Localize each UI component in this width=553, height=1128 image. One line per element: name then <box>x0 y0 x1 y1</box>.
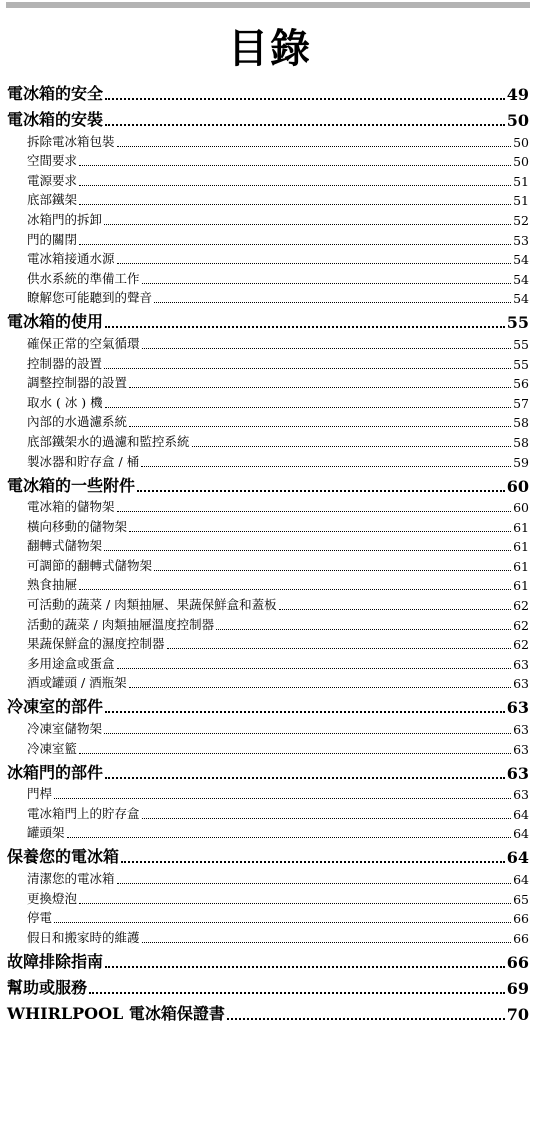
toc-entry-label: 空間要求 <box>27 153 78 169</box>
toc-section-label: 電冰箱的一些附件 <box>7 475 136 495</box>
toc-entry <box>7 332 529 352</box>
toc-entry-label: 底部鐵架水的過濾和監控系統 <box>27 433 190 449</box>
toc-entry <box>7 496 529 516</box>
toc-entry <box>7 535 529 555</box>
toc-entry <box>7 372 529 392</box>
toc-entry-page-number: 64 <box>513 826 529 842</box>
dot-leader <box>105 966 505 968</box>
dot-leader <box>79 589 511 590</box>
dot-leader <box>105 777 505 779</box>
toc-entry <box>7 926 529 946</box>
toc-entry-page-number: 61 <box>513 578 529 594</box>
dot-leader <box>117 668 512 669</box>
toc-entry <box>7 228 529 248</box>
toc-entry <box>7 783 529 803</box>
dot-leader <box>105 326 505 328</box>
toc-entry-page-number: 54 <box>513 291 529 307</box>
toc-entry <box>7 907 529 927</box>
toc-section <box>7 998 529 1024</box>
toc-entry-label: 電冰箱接通水源 <box>27 251 115 267</box>
toc-entry-page-number: 54 <box>513 271 529 287</box>
toc-entry-label: 電冰箱門上的貯存盒 <box>27 805 140 821</box>
toc-entry-page-number: 61 <box>513 539 529 555</box>
toc-entry-label: 取水 ( 冰 ) 機 <box>27 394 103 410</box>
toc-entry-page-number: 56 <box>513 376 529 392</box>
toc-section-page-number: 60 <box>506 476 529 496</box>
toc-entry <box>7 208 529 228</box>
toc-entry-page-number: 63 <box>513 676 529 692</box>
dot-leader <box>79 185 511 186</box>
toc-section <box>7 972 529 998</box>
toc-entry <box>7 593 529 613</box>
toc-entry-page-number: 60 <box>513 500 529 516</box>
toc-entry <box>7 189 529 209</box>
toc-entry-label: 冰箱門的拆卸 <box>27 211 103 227</box>
toc-section-label: 電冰箱的安全 <box>7 84 104 103</box>
toc-section-page-number: 66 <box>506 952 529 972</box>
dot-leader <box>79 165 511 166</box>
toc-entry-label: 拆除電冰箱包裝 <box>27 133 115 149</box>
toc-entry-page-number: 63 <box>513 787 529 803</box>
dot-leader <box>89 992 505 994</box>
toc-entry <box>7 150 529 170</box>
top-rule <box>6 2 530 8</box>
dot-leader <box>105 98 505 100</box>
toc-entry-page-number: 66 <box>513 911 529 927</box>
toc-entry <box>7 652 529 672</box>
dot-leader <box>79 903 511 904</box>
dot-leader <box>105 407 511 408</box>
toc-entry-label: 製冰器和貯存盒 / 桶 <box>27 453 140 469</box>
toc-entry-page-number: 62 <box>513 617 529 633</box>
dot-leader <box>79 204 511 205</box>
toc-entry <box>7 554 529 574</box>
toc-section <box>7 306 529 332</box>
toc-entry <box>7 717 529 737</box>
toc-entry-label: 翻轉式儲物架 <box>27 538 103 554</box>
table-of-contents <box>7 78 529 1024</box>
toc-entry-page-number: 58 <box>513 434 529 450</box>
toc-entry <box>7 352 529 372</box>
dot-leader <box>142 283 512 284</box>
toc-entry-label: 控制器的設置 <box>27 355 103 371</box>
toc-entry-page-number: 53 <box>513 232 529 248</box>
toc-entry-label: 瞭解您可能聽到的聲音 <box>27 290 153 306</box>
toc-entry-label: 門桿 <box>27 786 53 802</box>
toc-entry-page-number: 50 <box>513 134 529 150</box>
toc-section-page-number: 64 <box>506 848 529 868</box>
toc-entry-label: 底部鐵架 <box>27 192 78 208</box>
toc-entry-page-number: 66 <box>513 930 529 946</box>
dot-leader <box>117 511 512 512</box>
toc-entry <box>7 515 529 535</box>
toc-entry-label: 調整控制器的設置 <box>27 375 128 391</box>
toc-section <box>7 946 529 972</box>
dot-leader <box>142 942 512 943</box>
toc-section-page-number: 69 <box>506 978 529 998</box>
toc-section-label: 電冰箱的使用 <box>7 312 104 332</box>
toc-section-label: 保養您的電冰箱 <box>7 847 120 867</box>
dot-leader <box>129 531 511 532</box>
toc-section <box>7 78 529 104</box>
toc-entry <box>7 450 529 470</box>
toc-entry-page-number: 57 <box>513 395 529 411</box>
toc-section-page-number: 63 <box>506 698 529 718</box>
toc-entry <box>7 822 529 842</box>
toc-section-page-number: 55 <box>506 313 529 333</box>
dot-leader <box>121 861 505 863</box>
toc-entry <box>7 802 529 822</box>
dot-leader <box>142 348 512 349</box>
toc-entry <box>7 169 529 189</box>
toc-entry <box>7 267 529 287</box>
toc-entry-label: 確保正常的空氣循環 <box>27 335 140 351</box>
toc-entry <box>7 411 529 431</box>
toc-entry-label: 橫向移動的儲物架 <box>27 518 128 534</box>
toc-entry-label: 冷凍室儲物架 <box>27 721 103 737</box>
dot-leader <box>104 733 511 734</box>
toc-entry <box>7 574 529 594</box>
dot-leader <box>129 426 511 427</box>
toc-entry <box>7 867 529 887</box>
toc-entry-page-number: 63 <box>513 741 529 757</box>
toc-entry-page-number: 50 <box>513 154 529 170</box>
dot-leader <box>129 387 511 388</box>
dot-leader <box>141 466 511 467</box>
toc-entry <box>7 430 529 450</box>
toc-entry-label: 可活動的蔬菜 / 肉類抽屜、果蔬保鮮盒和蓋板 <box>27 597 277 613</box>
toc-section-label: 冷凍室的部件 <box>7 697 104 717</box>
toc-entry-page-number: 54 <box>513 252 529 268</box>
toc-section-page-number: 70 <box>506 1004 529 1024</box>
toc-entry-label: 內部的水過濾系統 <box>27 414 128 430</box>
toc-entry-page-number: 61 <box>513 519 529 535</box>
toc-entry-label: 可調節的翻轉式儲物架 <box>27 557 153 573</box>
toc-entry-page-number: 62 <box>513 598 529 614</box>
dot-leader <box>105 711 505 713</box>
toc-section-label: 故障排除指南 <box>7 951 104 971</box>
toc-entry <box>7 737 529 757</box>
dot-leader <box>79 244 511 245</box>
toc-section <box>7 470 529 496</box>
dot-leader <box>227 1018 505 1020</box>
toc-section-page-number: 50 <box>506 111 529 130</box>
dot-leader <box>104 368 511 369</box>
toc-entry-label: 假日和搬家時的維護 <box>27 929 140 945</box>
page-title: 目錄 <box>228 25 312 72</box>
toc-entry-page-number: 52 <box>513 212 529 228</box>
toc-section <box>7 104 529 130</box>
toc-entry-label: 多用途盒或蛋盒 <box>27 655 115 671</box>
toc-entry-page-number: 55 <box>513 356 529 372</box>
toc-section <box>7 841 529 867</box>
toc-entry <box>7 287 529 307</box>
dot-leader <box>192 446 512 447</box>
dot-leader <box>104 550 511 551</box>
dot-leader <box>54 798 511 799</box>
dot-leader <box>105 124 505 126</box>
toc-entry-label: 電冰箱的儲物架 <box>27 499 115 515</box>
toc-entry-page-number: 65 <box>513 891 529 907</box>
toc-section <box>7 691 529 717</box>
dot-leader <box>79 753 511 754</box>
toc-entry-page-number: 64 <box>513 872 529 887</box>
toc-section-label: 電冰箱的安裝 <box>7 110 104 129</box>
toc-entry-label: 供水系統的準備工作 <box>27 270 140 286</box>
toc-entry-label: 熟食抽屜 <box>27 577 78 593</box>
toc-section-label: WHIRLPOOL 電冰箱保證書 <box>7 1003 225 1023</box>
dot-leader <box>54 922 511 923</box>
toc-entry <box>7 391 529 411</box>
toc-entry-label: 門的關閉 <box>27 231 78 247</box>
dot-leader <box>129 687 511 688</box>
toc-entry <box>7 130 529 150</box>
toc-entry-page-number: 64 <box>513 806 529 822</box>
toc-entry-page-number: 51 <box>513 173 529 189</box>
toc-entry-label: 罐頭架 <box>27 825 65 841</box>
toc-entry-page-number: 63 <box>513 722 529 738</box>
dot-leader <box>104 224 511 225</box>
toc-section-label: 幫助或服務 <box>7 977 88 997</box>
dot-leader <box>137 490 505 492</box>
toc-entry <box>7 633 529 653</box>
toc-entry-label: 電源要求 <box>27 172 78 188</box>
dot-leader <box>154 570 511 571</box>
dot-leader <box>216 629 511 630</box>
toc-entry-label: 更換燈泡 <box>27 890 78 906</box>
toc-entry-label: 清潔您的電冰箱 <box>27 871 115 886</box>
dot-leader <box>142 818 512 819</box>
toc-entry <box>7 248 529 268</box>
toc-entry-label: 停電 <box>27 910 53 926</box>
toc-section-page-number: 49 <box>506 85 529 104</box>
toc-entry-page-number: 55 <box>513 336 529 352</box>
dot-leader <box>117 146 512 147</box>
toc-entry-label: 活動的蔬菜 / 肉類抽屜溫度控制器 <box>27 616 215 632</box>
toc-entry <box>7 672 529 692</box>
toc-section-page-number: 63 <box>506 763 529 783</box>
toc-entry-label: 酒或罐頭 / 酒瓶架 <box>27 675 127 691</box>
toc-entry <box>7 887 529 907</box>
toc-section <box>7 757 529 783</box>
toc-entry-page-number: 58 <box>513 415 529 431</box>
toc-entry-page-number: 51 <box>513 193 529 209</box>
toc-entry-page-number: 59 <box>513 454 529 470</box>
dot-leader <box>167 648 512 649</box>
toc-entry <box>7 613 529 633</box>
toc-entry-page-number: 62 <box>513 637 529 653</box>
toc-section-label: 冰箱門的部件 <box>7 762 104 782</box>
toc-entry-page-number: 61 <box>513 558 529 574</box>
dot-leader <box>279 609 511 610</box>
toc-entry-page-number: 63 <box>513 656 529 672</box>
toc-entry-label: 冷凍室籃 <box>27 740 78 756</box>
dot-leader <box>117 263 512 264</box>
toc-entry-label: 果蔬保鮮盒的濕度控制器 <box>27 636 165 652</box>
dot-leader <box>67 837 512 838</box>
dot-leader <box>117 883 512 884</box>
dot-leader <box>154 302 511 303</box>
